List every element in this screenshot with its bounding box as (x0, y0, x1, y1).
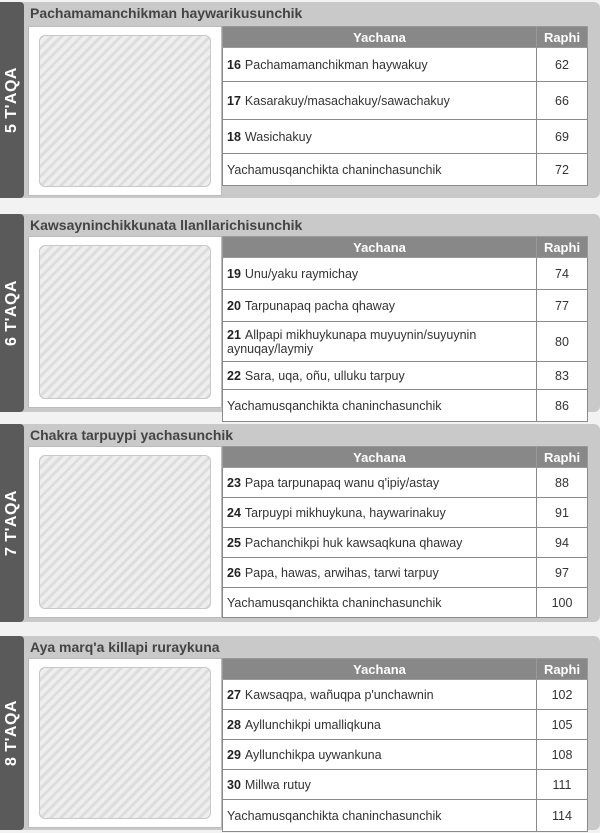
lesson-title: Yachamusqanchikta chaninchasunchik (227, 808, 442, 823)
lesson-title: Unu/yaku raymichay (244, 266, 359, 281)
lesson-topic (223, 258, 537, 290)
page-column-header: Raphi (537, 447, 588, 468)
lesson-number: 23 (227, 475, 241, 490)
lesson-number: 30 (227, 777, 241, 792)
table-header (223, 659, 588, 680)
table-header (223, 447, 588, 468)
page-column-header: Raphi (537, 659, 588, 680)
page-number: 69 (537, 120, 588, 154)
lesson-topic (223, 390, 537, 422)
lesson-number: 16 (227, 57, 241, 72)
unit-illustration-frame (28, 658, 222, 828)
page-number: 114 (537, 800, 588, 832)
lesson-title: Papa tarpunapaq wanu q'ipiy/astay (244, 475, 440, 490)
lesson-title: Kawsaqpa, wañuqpa p'unchawnin (244, 687, 434, 702)
page-column-header: Raphi (537, 237, 588, 258)
unit-title: Pachamamanchikman haywarikusunchik (30, 5, 303, 21)
unit-section (0, 636, 600, 830)
lesson-topic (223, 558, 537, 588)
unit-illustration-frame (28, 446, 222, 618)
table-row[interactable] (223, 588, 588, 618)
lesson-title: Tarpunapaq pacha qhaway (244, 298, 396, 313)
lesson-title: Yachamusqanchikta chaninchasunchik (227, 595, 442, 610)
unit-label-tab (0, 214, 24, 412)
table-row[interactable] (223, 710, 588, 740)
lesson-topic (223, 588, 537, 618)
contents-table (222, 658, 588, 832)
lesson-topic (223, 680, 537, 710)
unit-title: Kawsayninchikkunata llanllarichisunchik (30, 217, 303, 233)
lesson-topic (223, 322, 537, 362)
lesson-topic (223, 770, 537, 800)
lesson-title: Tarpuypi mikhuykuna, haywarinakuy (244, 505, 446, 520)
lesson-title: Yachamusqanchikta chaninchasunchik (227, 162, 442, 177)
table-row[interactable] (223, 48, 588, 82)
unit-illustration (39, 245, 211, 399)
unit-label-tab (0, 424, 24, 622)
lesson-topic (223, 528, 537, 558)
page-number: 83 (537, 362, 588, 390)
lesson-number: 27 (227, 687, 241, 702)
lesson-topic (223, 154, 537, 186)
page-number: 111 (537, 770, 588, 800)
topic-column-header: Yachana (223, 447, 537, 468)
page-number: 80 (537, 322, 588, 362)
topic-column-header: Yachana (223, 237, 537, 258)
unit-section (0, 424, 600, 622)
page-number: 77 (537, 290, 588, 322)
unit-section (0, 2, 600, 198)
lesson-number: 21 (227, 327, 241, 342)
table-row[interactable] (223, 120, 588, 154)
unit-label: 5 T'AQA (3, 67, 20, 133)
table-row[interactable] (223, 322, 588, 362)
table-row[interactable] (223, 82, 588, 120)
lesson-topic (223, 48, 537, 82)
lesson-topic (223, 82, 537, 120)
lesson-topic (223, 710, 537, 740)
lesson-number: 26 (227, 565, 241, 580)
page-number: 74 (537, 258, 588, 290)
unit-title: Aya marq'a killapi ruraykuna (30, 639, 220, 655)
page-number: 94 (537, 528, 588, 558)
table-row[interactable] (223, 800, 588, 832)
table-row[interactable] (223, 680, 588, 710)
table-row[interactable] (223, 154, 588, 186)
contents-table (222, 446, 588, 618)
table-row[interactable] (223, 770, 588, 800)
lesson-number: 19 (227, 266, 241, 281)
unit-section (0, 214, 600, 412)
lesson-topic (223, 468, 537, 498)
lesson-title: Ayllunchikpa uywankuna (244, 747, 382, 762)
page-number: 88 (537, 468, 588, 498)
lesson-title: Ayllunchikpi umalliqkuna (244, 717, 381, 732)
lesson-title: Millwa rutuy (244, 777, 311, 792)
lesson-topic (223, 800, 537, 832)
lesson-topic (223, 498, 537, 528)
lesson-number: 22 (227, 368, 241, 383)
lesson-number: 17 (227, 93, 241, 108)
table-row[interactable] (223, 740, 588, 770)
page-number: 91 (537, 498, 588, 528)
table-row[interactable] (223, 558, 588, 588)
table-row[interactable] (223, 258, 588, 290)
lesson-number: 24 (227, 505, 241, 520)
page-number: 108 (537, 740, 588, 770)
lesson-title: Papa, hawas, arwihas, tarwi tarpuy (244, 565, 439, 580)
page-number: 72 (537, 154, 588, 186)
table-row[interactable] (223, 390, 588, 422)
table-header (223, 27, 588, 48)
table-row[interactable] (223, 362, 588, 390)
page-column-header: Raphi (537, 27, 588, 48)
page-number: 86 (537, 390, 588, 422)
contents-table (222, 26, 588, 186)
topic-column-header: Yachana (223, 659, 537, 680)
contents-table (222, 236, 588, 422)
lesson-title: Kasarakuy/masachakuy/sawachakuy (244, 93, 450, 108)
table-header (223, 237, 588, 258)
lesson-topic (223, 362, 537, 390)
lesson-title: Sara, uqa, oñu, ulluku tarpuy (244, 368, 405, 383)
lesson-number: 29 (227, 747, 241, 762)
lesson-topic (223, 290, 537, 322)
unit-illustration (39, 35, 211, 187)
unit-title: Chakra tarpuypi yachasunchik (30, 427, 234, 443)
table-row[interactable] (223, 528, 588, 558)
lesson-number: 20 (227, 298, 241, 313)
unit-label-tab (0, 2, 24, 198)
page-number: 100 (537, 588, 588, 618)
unit-label: 6 T'AQA (3, 280, 20, 346)
lesson-number: 28 (227, 717, 241, 732)
lesson-number: 25 (227, 535, 241, 550)
lesson-topic (223, 740, 537, 770)
table-row[interactable] (223, 290, 588, 322)
page-number: 97 (537, 558, 588, 588)
topic-column-header: Yachana (223, 27, 537, 48)
lesson-title: Pachamamanchikman haywakuy (244, 57, 428, 72)
unit-label-tab (0, 636, 24, 830)
table-row[interactable] (223, 498, 588, 528)
page-number: 102 (537, 680, 588, 710)
page-number: 62 (537, 48, 588, 82)
unit-illustration-frame (28, 236, 222, 408)
unit-illustration (39, 667, 211, 819)
unit-label: 8 T'AQA (3, 700, 20, 766)
lesson-number: 18 (227, 129, 241, 144)
lesson-title: Pachanchikpi huk kawsaqkuna qhaway (244, 535, 463, 550)
lesson-title: Allpapi mikhuykunapa muyuynin/suyuynin aynuqay/laymiy (227, 327, 477, 356)
unit-illustration (39, 455, 211, 609)
unit-label: 7 T'AQA (3, 490, 20, 556)
page-number: 66 (537, 82, 588, 120)
unit-illustration-frame (28, 26, 222, 196)
page-number: 105 (537, 710, 588, 740)
lesson-topic (223, 120, 537, 154)
lesson-title: Yachamusqanchikta chaninchasunchik (227, 398, 442, 413)
lesson-title: Wasichakuy (244, 129, 312, 144)
table-row[interactable] (223, 468, 588, 498)
